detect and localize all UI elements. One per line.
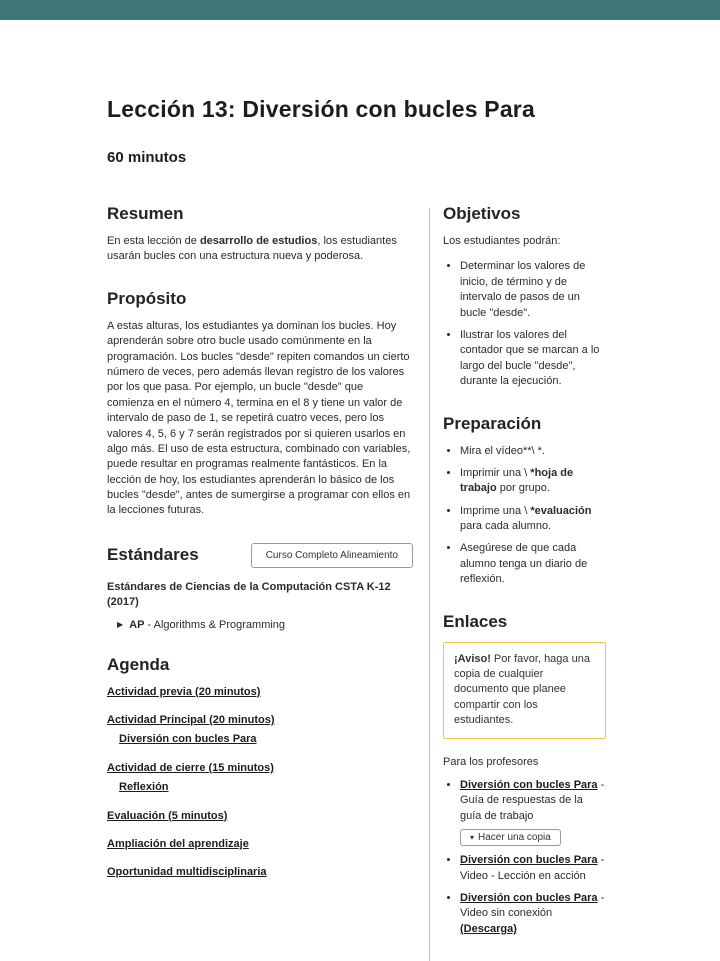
standards-category-name: - Algorithms & Programming	[144, 618, 286, 631]
aviso-text: Por favor, haga una copia de cualquier documento que planee compartir con los estudiantes.	[454, 652, 590, 727]
preparacion-list	[443, 444, 606, 588]
agenda-heading: Agenda	[107, 654, 170, 674]
objetivo-item: • Determinar los valores de inicio, de término y de intervalo de pasos de un bucle "desde".	[460, 259, 606, 321]
preparacion-item	[460, 444, 606, 459]
preparacion-item	[460, 504, 606, 535]
agenda-link-actividad-principal[interactable]: Actividad Principal (20 minutos)	[107, 714, 275, 727]
agenda-link-evaluacion[interactable]: Evaluación (5 minutos)	[107, 809, 228, 822]
expand-triangle-icon[interactable]: ▶	[117, 619, 124, 629]
teacher-links-list	[443, 778, 606, 937]
prep-suffix: para cada alumno.	[460, 520, 552, 533]
prep-text: Imprimir una \	[460, 466, 531, 479]
teacher-link-item	[460, 853, 606, 884]
standards-category-row[interactable]	[117, 619, 413, 631]
right-column	[443, 204, 606, 961]
teacher-link-desc: - Guía de respuestas de la guía de trabajo	[460, 778, 605, 822]
objetivos-intro: Los estudiantes podrán:	[443, 235, 561, 247]
proposito-text: A estas alturas, los estudiantes ya dominan los bucles. Hoy aprenderán sobre otro bucle usado comúnmente en la programación. Los bucles "desde" repiten comandos un cierto número de veces, pero además llevan registro de los valores por los que pasa. Por ejemplo, un bucle "desde" que comienza en el número 4, termina en el 8 y tiene un valor de intervalo de paso de 1, se repetirá cuatro veces, pero los valores 4, 5, 6 y 7 serán registrados por si quieren usarlos en algo más. El uso de esta estructura, combinado con variables, puede resultar en programas realmente fantásticos. En la lección de hoy, los estudiantes aprenderán lo básico de los bucles "desde", antes de sumergirse a programar con ellos en la lecciones futuras.	[107, 319, 411, 517]
resumen-text	[107, 234, 413, 265]
lesson-in-action-video-link[interactable]: Diversión con bucles Para	[460, 854, 598, 867]
resumen-text-suffix: , los estudiantes usarán bucles con una estructura nueva y poderosa.	[107, 235, 397, 263]
teacher-link-desc: - Video sin conexión	[460, 891, 605, 920]
agenda-link-ampliacion[interactable]: Ampliación del aprendizaje	[107, 837, 249, 850]
csta-standards-subheading: Estándares de Ciencias de la Computación CSTA K-12 (2017)	[107, 580, 391, 609]
proposito-heading: Propósito	[107, 288, 187, 308]
resumen-heading: Resumen	[107, 204, 184, 223]
prep-bold: *evaluación	[530, 504, 592, 517]
full-course-alignment-button[interactable]: Curso Completo Alineamiento	[251, 543, 413, 568]
objetivos-heading: Objetivos	[443, 204, 521, 223]
section-preparacion	[443, 414, 606, 588]
objetivo-item: • Ilustrar los valores del contador que se marcan a lo largo del bucle "desde", durante la ejecución.	[460, 328, 606, 390]
download-link[interactable]: (Descarga)	[460, 922, 517, 935]
standards-category-code: AP	[129, 618, 145, 631]
left-column	[107, 204, 413, 961]
preparacion-heading: Preparación	[443, 413, 542, 433]
prep-suffix: por grupo.	[496, 482, 550, 495]
make-a-copy-button[interactable]	[460, 829, 561, 846]
objetivos-list	[443, 259, 606, 389]
worksheet-answer-guide-link[interactable]: Diversión con bucles Para	[460, 778, 598, 791]
estandares-heading: Estándares	[107, 545, 199, 565]
teacher-link-item	[460, 891, 606, 937]
resumen-text-bold: desarrollo de estudios	[199, 235, 318, 247]
agenda-list	[107, 685, 413, 881]
lesson-duration: 60 minutos	[107, 149, 187, 166]
caret-down-icon: ▾	[470, 833, 475, 843]
section-enlaces	[443, 612, 606, 937]
agenda-link-diversion-con-bucles[interactable]: Diversión con bucles Para	[119, 733, 257, 746]
prep-text: Asegúrese de que cada alumno tenga un diario de reflexión.	[460, 542, 588, 586]
aviso-box	[443, 642, 606, 739]
agenda-link-actividad-de-cierre[interactable]: Actividad de cierre (15 minutos)	[107, 761, 274, 774]
section-estandares	[107, 543, 413, 631]
prep-bold: *hoja de trabajo	[460, 466, 574, 495]
section-agenda	[107, 655, 413, 881]
preparacion-item	[460, 541, 606, 587]
section-proposito	[107, 289, 413, 519]
teacher-link-desc: - Video - Lección en acción	[460, 854, 605, 882]
prep-text: Mira el vídeo**\ *.	[460, 444, 545, 457]
page-title: Lección 13: Diversión con bucles Para	[107, 96, 535, 122]
section-objetivos	[443, 204, 606, 390]
preparacion-item	[460, 466, 606, 497]
teachers-label: Para los profesores	[443, 755, 539, 768]
agenda-link-oportunidad[interactable]: Oportunidad multidisciplinaria	[107, 866, 267, 879]
aviso-label: ¡Aviso!	[454, 652, 491, 665]
prep-text: Imprime una \	[460, 504, 531, 517]
agenda-link-actividad-previa[interactable]: Actividad previa (20 minutos)	[107, 685, 261, 698]
lesson-plan-page	[0, 96, 720, 961]
section-resumen	[107, 204, 413, 265]
resumen-text-prefix: En esta lección de	[107, 235, 200, 247]
agenda-link-reflexion[interactable]: Reflexión	[119, 781, 169, 794]
estandares-header-row	[107, 543, 413, 568]
column-divider	[429, 208, 430, 961]
make-a-copy-label: Hacer una copia	[478, 832, 551, 844]
two-column-layout	[107, 204, 606, 961]
offline-video-link[interactable]: Diversión con bucles Para	[460, 891, 598, 904]
top-bar	[0, 0, 720, 20]
enlaces-heading: Enlaces	[443, 611, 508, 631]
teacher-link-item	[460, 778, 606, 846]
